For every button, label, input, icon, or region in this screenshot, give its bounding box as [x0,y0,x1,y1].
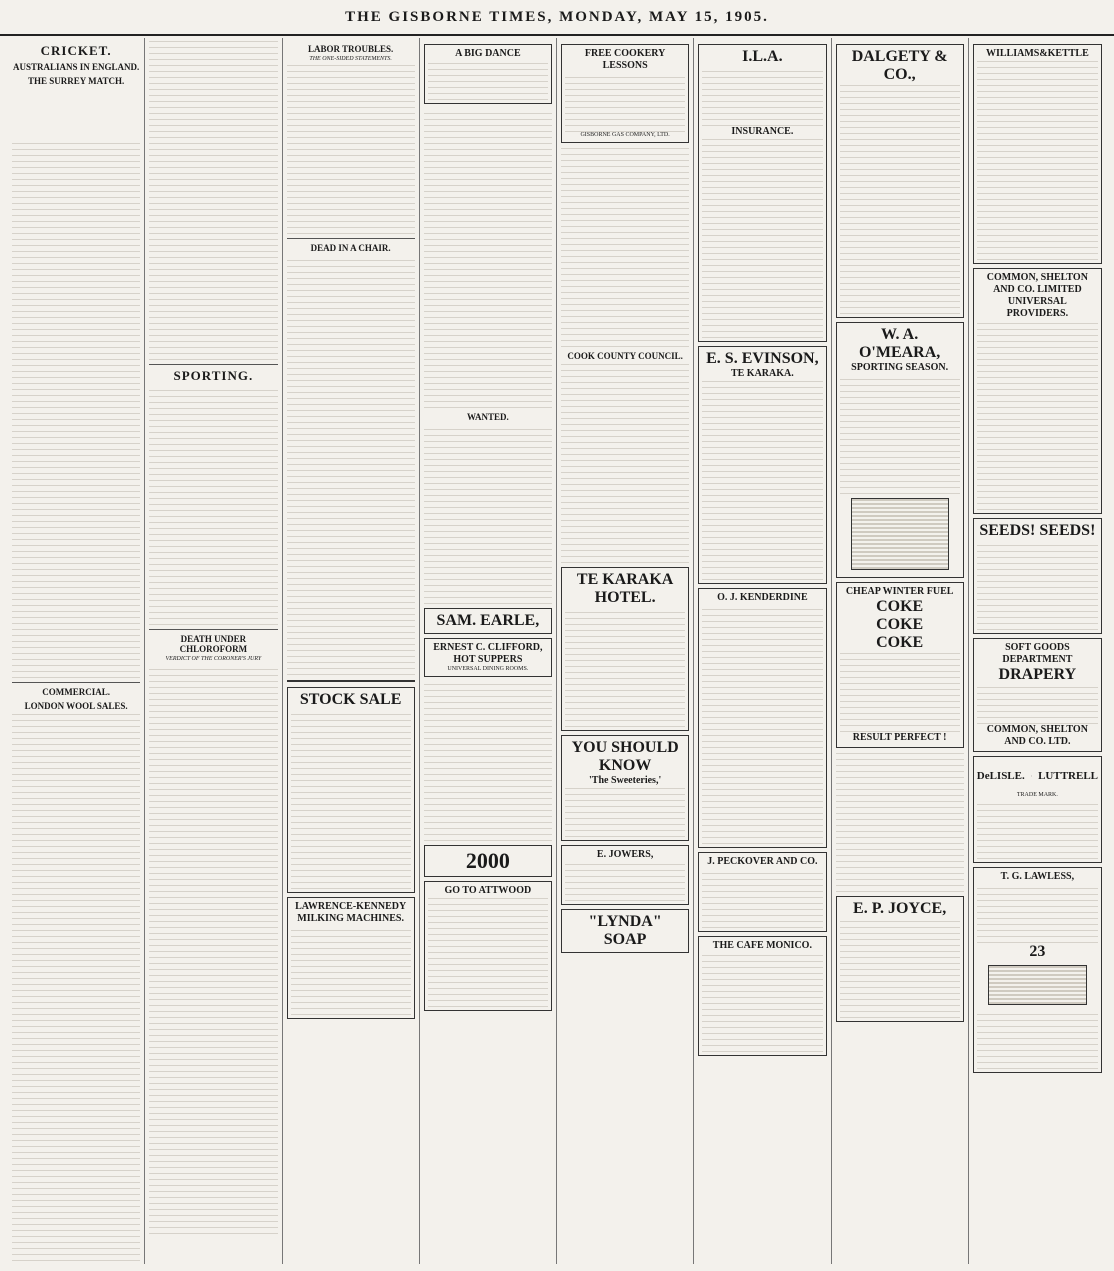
text-block [977,60,1098,260]
text-block [840,652,960,732]
divider [287,680,415,682]
text-block [149,664,277,1234]
text-block [428,897,548,1007]
text-block [565,787,685,837]
ad-omeara-title: W. A. O'MEARA, [858,326,941,361]
text-block [840,374,960,494]
text-block [977,320,1098,510]
text-block [291,925,411,1015]
ad-evinson-place: TE KARAKA. [730,368,794,379]
ad-soft-goods [973,638,1102,752]
ad-seeds-title: SEEDS! SEEDS! [979,522,1096,539]
text-block [12,138,140,678]
ad-te-karaka-hotel-title: TE KARAKA HOTEL. [576,571,674,606]
ad-common-shelton-2: COMMON, SHELTON AND CO. LTD. [986,724,1088,747]
ad-kenderdine-title: O. J. KENDERDINE [717,592,808,603]
heading-surrey-match: THE SURREY MATCH. [27,76,125,86]
ad-peckover [698,852,826,932]
ad-dining-rooms: UNIVERSAL DINING ROOMS. [447,666,529,672]
ad-attwood-title: GO TO ATTWOOD [444,885,532,896]
ad-joyce-title: E. P. JOYCE, [853,900,947,917]
text-block [977,540,1098,630]
text-block [424,108,552,408]
ad-2000-title: 2000 [465,848,510,873]
ad-joyce [836,896,964,1022]
text-block [12,713,140,1264]
column-7 [832,38,969,1264]
ad-soap-title: SOAP [603,931,647,948]
ad-big-dance [424,44,552,104]
text-block [702,604,822,844]
ad-milking-machines [287,897,415,1019]
ad-cookery [561,44,689,143]
column-6 [694,38,831,1264]
text-block [287,64,415,234]
text-block [702,868,822,928]
ad-te-karaka-hotel [561,567,689,731]
masthead-title: THE GISBORNE TIMES, MONDAY, MAY 15, 1905. [345,8,769,25]
text-block [565,72,685,132]
text-block [840,918,960,1018]
column-8 [969,38,1106,1264]
column-4 [420,38,557,1264]
newspaper-page [8,38,1106,1264]
ad-sweeteries: 'The Sweeteries,' [589,775,662,786]
heading-wool-sales: LONDON WOOL SALES. [24,701,128,712]
heading-death-chloroform: DEATH UNDER CHLOROFORM [179,634,248,654]
ad-sam-earle-title: SAM. EARLE, [436,612,540,629]
divider [149,364,277,365]
ad-lynda-soap [561,909,689,953]
ad-common-shelton [973,268,1102,514]
text-block [561,363,689,563]
text-block [702,952,822,1052]
text-block [702,380,822,580]
ad-clifford [424,638,552,677]
ad-peckover-title: J. PECKOVER AND CO. [707,856,818,867]
text-block [424,424,552,604]
ad-coke-1: COKE [876,598,924,615]
ad-evinson [698,346,826,584]
ad-lawless [973,867,1102,1073]
article-cricket-body [12,88,140,136]
ad-cafe-monico-title: THE CAFE MONICO. [712,940,812,951]
trade-mark-row [977,764,1098,788]
text-block [977,1009,1098,1069]
text-block [977,799,1098,859]
text-block [977,684,1098,724]
ad-gas-company: GISBORNE GAS COMPANY, LTD. [580,132,670,138]
stove-engraving [851,498,949,570]
ad-winter-fuel [836,582,964,748]
ad-sam-earle [424,608,552,634]
subheading-verdict: VERDICT OF THE CORONER'S JURY [165,656,262,662]
heading-commercial: COMMERCIAL. [42,687,110,698]
ad-sporting-season: SPORTING SEASON. [851,362,949,373]
masthead [0,0,1114,36]
ad-evinson-title: E. S. EVINSON, [706,350,819,367]
anchor-icon [1031,764,1032,788]
ad-clifford-title: ERNEST C. CLIFFORD, [433,642,543,653]
ad-williams-kettle [973,44,1102,264]
ad-seeds [973,518,1102,634]
divider [287,238,415,239]
text-block [836,752,964,892]
ad-stock-sale-title: STOCK SALE [299,691,402,709]
ad-jowers [561,845,689,905]
ad-you-should-know [561,735,689,841]
ad-big-dance-title: A BIG DANCE [455,48,521,59]
heading-australians: AUSTRALIANS IN ENGLAND. [12,62,140,72]
ad-result-perfect: RESULT PERFECT ! [852,732,947,743]
text-block [149,40,277,360]
ad-universal-providers: UNIVERSAL PROVIDERS. [1006,296,1069,319]
divider [149,629,277,630]
ad-2000 [424,845,552,877]
text-block [702,66,822,126]
ad-hot-suppers: HOT SUPPERS [453,654,523,665]
ad-delisle [973,756,1102,863]
text-block [291,709,411,889]
heading-wanted: WANTED. [466,412,509,422]
ad-cafe-monico [698,936,826,1056]
text-block [565,607,685,727]
text-block [561,147,689,347]
ad-dalgety [836,44,964,318]
ad-stock-sale [287,687,415,893]
ad-ila-title: I.L.A. [742,48,783,65]
text-block [565,861,685,901]
ad-milking-title: LAWRENCE-KENNEDY MILKING MACHINES. [295,901,407,925]
heading-dead-in-chair: DEAD IN A CHAIR. [310,243,391,254]
ad-you-should-know-title: YOU SHOULD KNOW [571,739,679,774]
ad-williams-kettle-title: WILLIAMS&KETTLE [985,48,1089,59]
delisle-label: DeLISLE. [976,769,1025,782]
text-block [287,255,415,675]
text-block [428,60,548,100]
heading-sporting: SPORTING. [173,368,254,383]
trade-mark-caption: TRADE MARK. [1016,792,1058,798]
ad-attwood [424,881,552,1011]
heading-cook-county: COOK COUNTY COUNCIL. [567,351,683,361]
text-block [977,883,1098,943]
text-block [702,138,822,338]
column-3 [283,38,420,1264]
ad-soft-goods-title: SOFT GOODS DEPARTMENT [1002,642,1073,665]
ad-coke-2: COKE [876,616,924,633]
ad-lynda-title: "LYNDA" [588,913,662,930]
ad-omeara [836,322,964,578]
column-5 [557,38,694,1264]
text-block [424,681,552,841]
ad-jowers-title: E. JOWERS, [596,849,654,860]
ad-common-shelton-title: COMMON, SHELTON AND CO. LIMITED [986,272,1088,295]
ad-dalgety-title: DALGETY & CO., [851,48,948,83]
ad-coke-3: COKE [876,634,924,651]
ad-cookery-title: FREE COOKERY LESSONS [584,48,666,71]
ad-lawless-title: T. G. LAWLESS, [1000,871,1075,882]
ad-ila [698,44,826,342]
text-block [840,84,960,314]
divider [12,682,140,683]
column-2 [145,38,282,1264]
heading-cricket: CRICKET. [40,43,112,58]
ad-drapery: DRAPERY [998,666,1077,683]
ad-winter-fuel-title: CHEAP WINTER FUEL [845,586,954,597]
house-engraving [988,965,1087,1005]
ad-insurance-title: INSURANCE. [731,126,794,137]
text-block [149,385,277,625]
subheading-one-sided: THE ONE-SIDED STATEMENTS. [309,56,392,62]
ad-kenderdine [698,588,826,848]
column-1 [8,38,145,1264]
heading-labor-troubles: LABOR TROUBLES. [307,44,394,54]
ad-lawless-lots: 23 [1029,943,1046,960]
luttrell-label: LUTTRELL [1038,769,1098,782]
